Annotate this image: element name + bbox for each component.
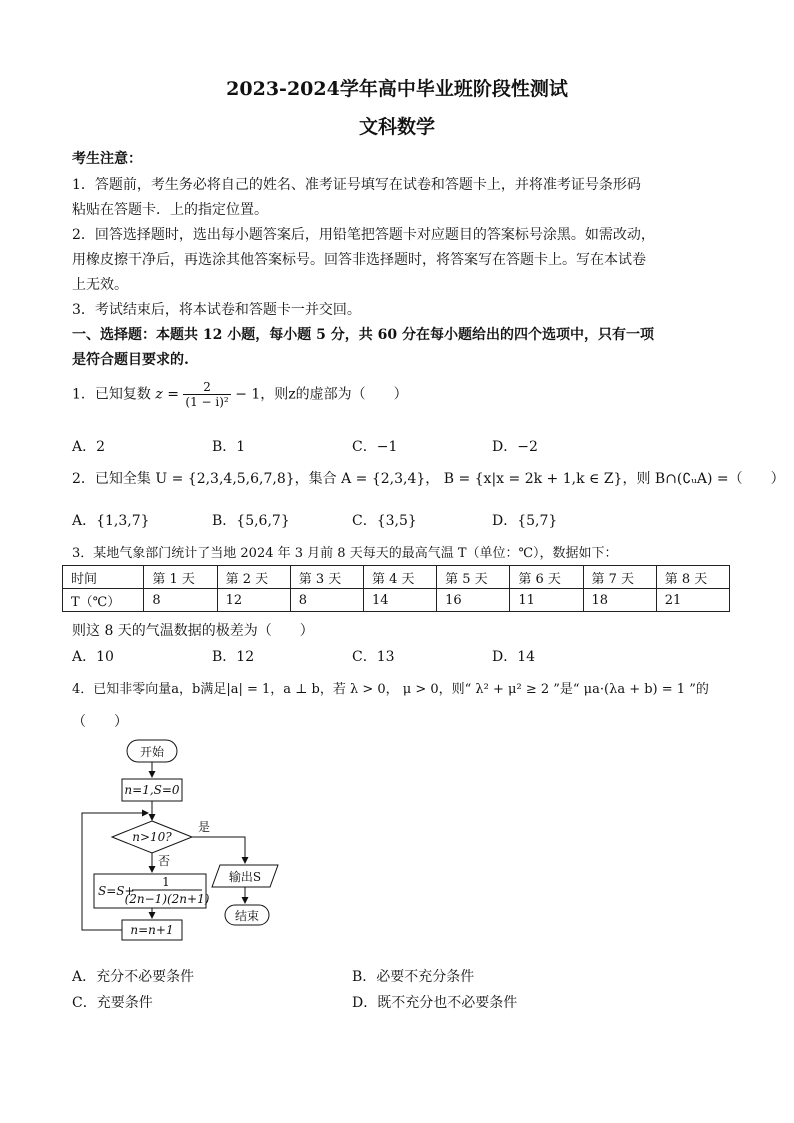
notice-line: 1．答题前，考生务必将自己的姓名、准考证号填写在试卷和答题卡上，并将准考证号条形码	[72, 177, 641, 193]
q4-option-c: C．充要条件	[72, 995, 153, 1011]
question-4: 4．已知非零向量a，b满足|a| = 1，a ⊥ b，若 λ > 0， μ > 0，则“ λ² + μ² ≥ 2 ”是“ μa·(λa + b) = 1 ”的	[72, 682, 709, 697]
flow-yes-label: 是	[198, 820, 211, 834]
flow-update-prefix: S=S+	[98, 884, 135, 898]
q4-paren: （ ）	[72, 714, 128, 730]
exam-subject: 文科数学	[358, 116, 435, 138]
flow-increment-label: n=n+1	[130, 923, 174, 937]
flow-end-label: 结束	[234, 909, 260, 923]
notice-line: 粘贴在答题卡．上的指定位置。	[72, 202, 268, 218]
table-header-cell: 第 5 天	[437, 566, 510, 589]
q2-option-d: D．{5,7}	[492, 513, 558, 529]
notice-line: 上无效。	[72, 277, 128, 293]
q1-prefix: 1．已知复数	[72, 386, 151, 403]
table-header-cell: 第 1 天	[144, 566, 217, 589]
table-header-cell: 第 6 天	[510, 566, 583, 589]
question-3: 3．某地气象部门统计了当地 2024 年 3 月前 8 天每天的最高气温 T（单位：℃），数据如下：	[72, 546, 618, 561]
table-header-cell: 第 4 天	[363, 566, 436, 589]
q2-option-b: B．{5,6,7}	[212, 513, 290, 529]
flow-init-label: n=1,S=0	[124, 783, 180, 797]
section-heading: 一、选择题：本题共 12 小题，每小题 5 分，共 60 分在每小题给出的四个选项中，只有一项	[72, 327, 654, 343]
question-2: 2．已知全集 U = {2,3,4,5,6,7,8}，集合 A = {2,3,4}， B = {x|x = 2k + 1,k ∈ Z}，则 B∩(∁ᵤA) =（ ）	[72, 471, 785, 487]
q2-option-c: C．{3,5}	[352, 513, 417, 529]
q1-fraction	[183, 380, 230, 409]
table-header-cell: 第 8 天	[656, 566, 729, 589]
q1-option-d: D．−2	[492, 439, 538, 455]
table-cell: 12	[217, 589, 290, 612]
table-cell: 8	[144, 589, 217, 612]
notice-heading: 考生注意：	[72, 151, 142, 167]
table-cell: 21	[656, 589, 729, 612]
table-row	[63, 589, 730, 612]
q1-denominator: (1 − i)²	[185, 395, 229, 409]
table-cell: 11	[510, 589, 583, 612]
table-header-cell: 第 7 天	[583, 566, 656, 589]
flow-start-label: 开始	[139, 745, 165, 759]
table-cell: 16	[437, 589, 510, 612]
temperature-table	[62, 565, 730, 612]
table-cell: 18	[583, 589, 656, 612]
q1-option-c: C．−1	[352, 439, 398, 455]
notice-line: 3．考试结束后，将本试卷和答题卡一并交回。	[72, 302, 361, 318]
table-row	[63, 566, 730, 589]
q3-option-a: A．10	[72, 649, 114, 665]
q1-z: z =	[155, 386, 179, 403]
q1-option-b: B．1	[212, 439, 246, 455]
q4-option-d: D．既不充分也不必要条件	[352, 995, 518, 1011]
table-cell: T（℃）	[63, 589, 144, 612]
table-header-cell: 第 2 天	[217, 566, 290, 589]
flow-condition-label: n>10?	[132, 830, 172, 844]
notice-line: 用橡皮擦干净后，再选涂其他答案标号。回答非选择题时，将答案写在答题卡上。写在本试卷	[72, 252, 646, 268]
question-1	[72, 380, 408, 409]
flow-no-label: 否	[158, 854, 171, 868]
q3-option-c: C．13	[352, 649, 395, 665]
q3-option-b: B．12	[212, 649, 255, 665]
table-header-cell: 时间	[63, 566, 144, 589]
q2-option-a: A．{1,3,7}	[72, 513, 150, 529]
q1-option-a: A．2	[72, 439, 106, 455]
exam-title: 2023-2024学年高中毕业班阶段性测试	[226, 78, 568, 100]
q1-tail: − 1，则z的虚部为（ ）	[235, 386, 408, 403]
q4-option-b: B．必要不充分条件	[352, 969, 475, 985]
q3-option-d: D．14	[492, 649, 536, 665]
flow-update-denominator: (2n−1)(2n+1)	[124, 892, 210, 906]
flowchart	[70, 735, 300, 955]
section-heading-cont: 是符合题目要求的.	[72, 352, 189, 368]
flow-update-numerator: 1	[162, 875, 170, 889]
table-cell: 14	[363, 589, 436, 612]
q1-numerator: 2	[183, 380, 230, 395]
flow-output-label: 输出S	[228, 870, 262, 884]
notice-line: 2．回答选择题时，选出每小题答案后，用铅笔把答题卡对应题目的答案标号涂黑。如需改动，	[72, 227, 655, 243]
q3-after: 则这 8 天的气温数据的极差为（ ）	[72, 623, 314, 639]
q4-option-a: A．充分不必要条件	[72, 969, 195, 985]
table-cell: 8	[290, 589, 363, 612]
table-header-cell: 第 3 天	[290, 566, 363, 589]
flow-arrow	[192, 837, 245, 863]
